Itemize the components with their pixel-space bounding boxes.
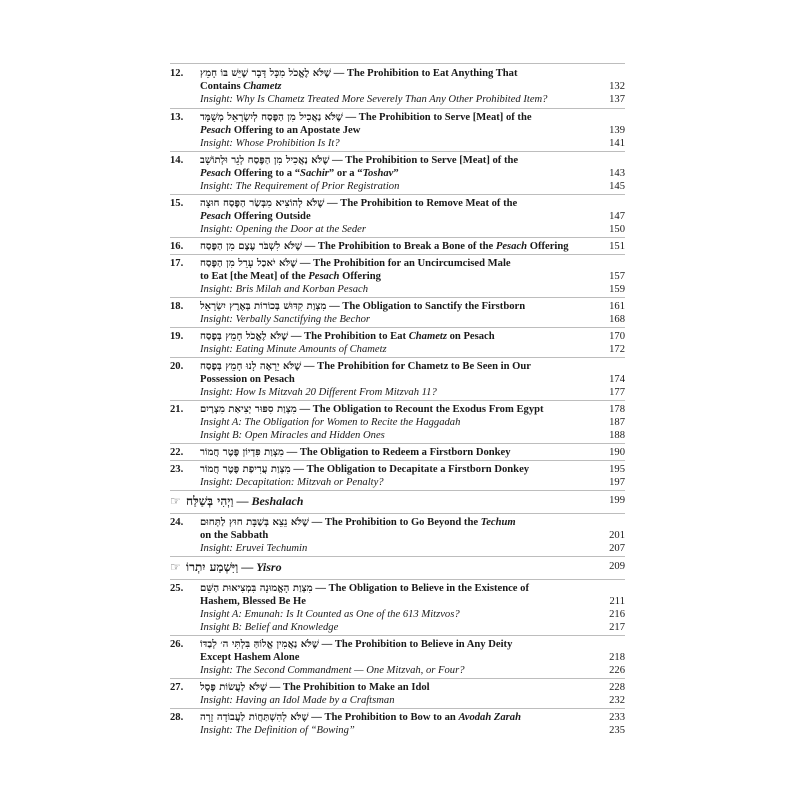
entry-title: The Prohibition to Eat Anything That	[346, 68, 518, 79]
page-number: 137	[609, 94, 625, 105]
divider	[170, 357, 625, 358]
divider	[170, 297, 625, 298]
divider	[170, 579, 625, 580]
divider	[170, 460, 625, 461]
divider	[170, 108, 625, 109]
divider	[170, 237, 625, 238]
divider	[170, 151, 625, 152]
divider	[170, 635, 625, 636]
divider	[170, 194, 625, 195]
entry-number: 12.	[170, 68, 184, 79]
divider	[170, 556, 625, 557]
divider	[170, 254, 625, 255]
pointing-hand-icon: ☞	[170, 494, 181, 508]
divider	[170, 443, 625, 444]
parsha-heading-yisro: ☞ וַיִּשְׁמַע יִתְרוֹ — Yisro 209	[170, 560, 625, 574]
page-number: 132	[609, 81, 625, 92]
divider	[170, 490, 625, 491]
pointing-hand-icon: ☞	[170, 560, 181, 574]
divider	[170, 327, 625, 328]
entry-hebrew-title: שֶׁלֹּא לֶאֱכֹל מִכָּל דָּבָר שֶׁיֵּשׁ בּוֹ חָמֵץ	[200, 68, 331, 79]
parsha-heading-beshalach: ☞ וַיְהִי בְּשַׁלַּח — Beshalach 199	[170, 494, 625, 508]
divider	[170, 678, 625, 679]
table-of-contents-page: 12. שֶׁלֹּא לֶאֱכֹל מִכָּל דָּבָר שֶׁיֵּשׁ בּוֹ חָמֵץ — The Prohibition to Eat Anything That Contains Chametz 132 Insight: Why Is Chametz Treated More Severely Than Any Other Prohibited Item? 137 13. שֶׁלֹּא נַאֲכִיל מִן הַפֶּסַח לְיִשְׂרָאֵל מְשֻׁמָּד — The Prohibition to Serve [Meat] of the Pesach Offering to an Apostate Jew 139 Insight: Whose Prohibition Is It? 141 14. שֶׁלֹּא נַאֲכִיל מִן הַפֶּסַח לְגֵר וּלְתוֹשָׁב — The Prohibition to Serve [Meat] of the Pesach Offering to a “Sachir” or a “Toshav” 143 Insight: The Requirement of Prior Registration 145 15. שֶׁלֹּא לְהוֹצִיא מִבְּשַׂר הַפֶּסַח חוּצָה — The Prohibition to Remove Meat of the Pesach Offering Outside 147 Insight: Opening the Door at the Seder 150 16. שֶׁלֹּא לִשְׁבֹּר עֶצֶם מִן הַפֶּסַח — The Prohibition to Break a Bone of the Pesach Offering 151 17. שֶׁלֹּא יֹאכַל עָרֵל מִן הַפֶּסַח — The Prohibition for an Uncircumcised Male to Eat [the Meat] of the Pesach Offering 157 Insight: Bris Milah and Korban Pesach 159 18. מִצְוַת קִדּוּשׁ בְּכוֹרוֹת בְּאֶרֶץ יִשְׂרָאֵל — The Obligation to Sanctify the Firstborn 161 Insight: Verbally Sanctifying the Bechor 168 19. שֶׁלֹּא לֶאֱכֹל חָמֵץ בְּפֶסַח — The Prohibition to Eat Chametz on Pesach 170 Insight: Eating Minute Amounts of Chametz 172 20. שֶׁלֹּא יֵרָאֶה לָנוּ חָמֵץ בְּפֶסַח — The Prohibition for Chametz to Be Seen in Our Possession on Pesach 174 Insight: How Is Mitzvah 20 Different From Mitzvah 11? 177 21. מִצְוַת סִפּוּר יְצִיאַת מִצְרַיִם — The Obligation to Recount the Exodus From Egypt 178 Insight A: The Obligation for Women to Recite the Haggadah 187 Insight B: Open Miracles and Hidden Ones 188 22. מִצְוַת פִּדְיוֹן פֶּטֶר חֲמוֹר — The Obligation to Redeem a Firstborn Donkey 190 23. מִצְוַת עֲרִיפַת פֶּטֶר חֲמוֹר — The Obligation to Decapitate a Firstborn Donkey 195 Insight: Decapitation: Mitzvah or Penalty? 197 ☞ וַיְהִי בְּשַׁלַּח — Beshalach 199 24. שֶׁלֹּא נֵצֵא בְּשַׁבָּת חוּץ לַתְּחוּם — The Prohibition to Go Beyond the Techum on the Sabbath 201 Insight: Eruvei Techumin 207 ☞ וַיִּשְׁמַע יִתְרוֹ — Yisro 209 25. מִצְוַת הָאֱמוּנָה בִּמְצִיאוּת הַשֵּׁם — The Obligation to Believe in the Existence of Hashem, Blessed Be He 211 Insight A: Emunah: Is It Counted as One of the 613 Mitzvos? 216 Insight B: Belief and Knowledge 217 26. שֶׁלֹּא נַאֲמִין אֱלוֹהַּ בִּלְתִּי ה׳ לְבַדּוֹ — The Prohibition to Believe in Any Deity Except Hashem Alone 218 Insight: The Second Commandment — One Mitzvah, or Four? 226 27. שֶׁלֹּא לַעֲשׂוֹת פֶּסֶל — The Prohibition to Make an Idol 228 Insight: Having an Idol Made by a Craftsman 232 28. שֶׁלֹּא לְהִשְׁתַּחֲוֹת לַעֲבוֹדָה זָרָה — The Prohibition to Bow to an Avodah Zarah 233 Insight: The Definition of “Bowing” 235	[0, 0, 800, 800]
divider	[170, 63, 625, 64]
divider	[170, 400, 625, 401]
divider	[170, 708, 625, 709]
divider	[170, 513, 625, 514]
